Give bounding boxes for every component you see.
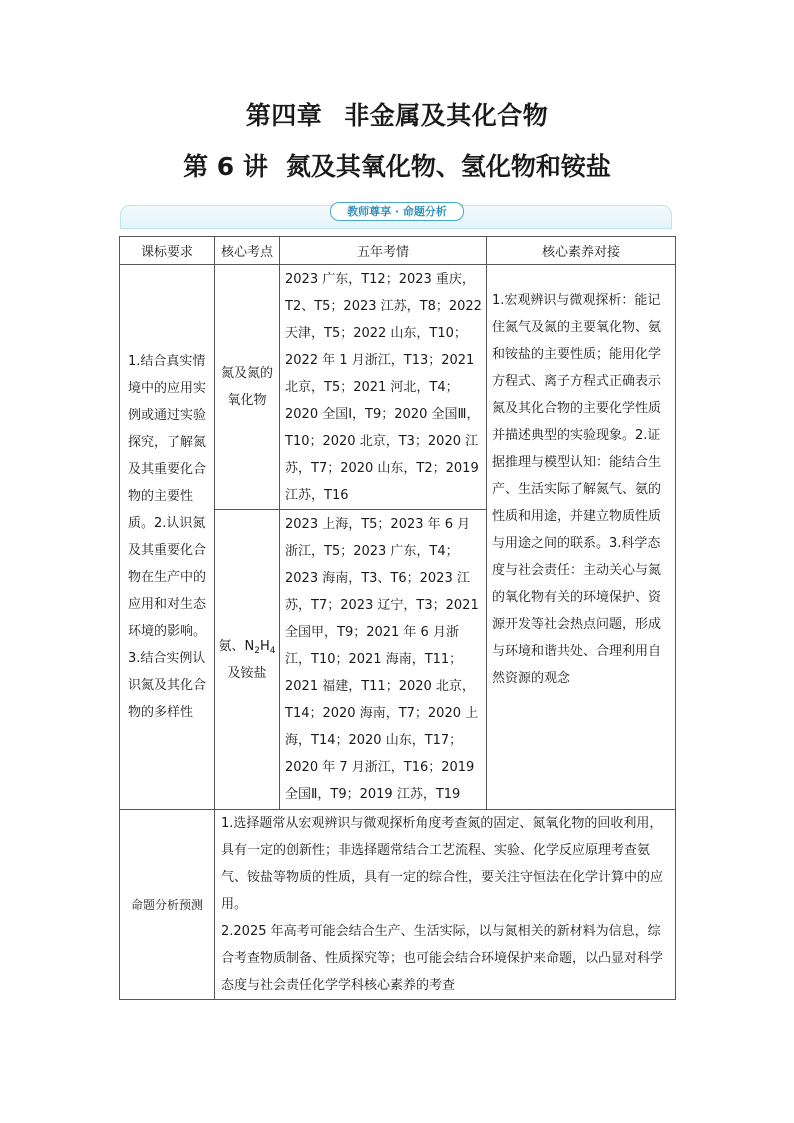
analysis-table — [119, 236, 676, 1000]
chapter-title: 第四章 — [245, 101, 323, 130]
lecture-title: 氮及其氧化物、氢化物和铵盐 — [285, 152, 611, 181]
literacy-cell — [487, 265, 676, 810]
table-row — [120, 265, 676, 510]
topic-cell-2 — [215, 510, 280, 810]
prediction-2: 2.2025 年高考可能会结合生产、生活实际，以与氮相关的新材料为信息，综合考查物质制备、性质探究等；也可能会结合环境保护来命题，以凸显对科学态度与社会责任化学学科核心素养的考查 — [221, 924, 664, 993]
prediction-cell — [215, 810, 676, 1000]
lecture-heading — [0, 147, 794, 183]
header-exams: 五年考情 — [280, 237, 487, 265]
lecture-number: 第 6 讲 — [183, 152, 268, 181]
exams-1: 2023 广东，T12；2023 重庆，T2、T5；2023 江苏，T8；2022 天津，T5；2022 山东，T10；2022 年 1 月浙江，T13；2021 北京，T5；2021 河北，T4；2020 全国Ⅰ，T9；2020 全国Ⅲ，T10；2020 北京，T3；2020 江苏，T7；2020 山东，T2；2019 江苏，T16 — [285, 271, 482, 503]
prediction-row — [120, 810, 676, 1000]
teacher-banner — [120, 205, 672, 229]
exams-cell-2 — [280, 510, 487, 810]
core-literacy: 1.宏观辨识与微观探析：能记住氮气及氮的主要氧化物、氨和铵盐的主要性质；能用化学方程式、离子方程式正确表示氮及其化合物的主要化学性质并描述典型的实验现象。2.证据推理与模型认知：能结合生产、生活实际了解氮气、氨的性质和用途，并建立物质性质与用途之间的联系。3.科学态度与社会责任：主动关心与氮的氧化物有关的环境保护、资源开发等社会热点问题，形成与环境和谐共处、合理利用自然资源的观念 — [492, 293, 662, 686]
table-header-row — [120, 237, 676, 265]
topic-1: 氮及氮的氧化物 — [220, 366, 273, 408]
prediction-1: 1.选择题常从宏观辨识与微观探析角度考查氮的固定、氮氧化物的回收利用，具有一定的创新性；非选择题常结合工艺流程、实验、化学反应原理考查氨气、铵盐等物质的性质，具有一定的综合性，要关注守恒法在化学计算中的应用。 — [221, 816, 664, 912]
chapter-heading — [0, 96, 794, 132]
curriculum-requirements: 1.结合真实情境中的应用实例或通过实验探究，了解氮及其重要化合物的主要性质。2.认识氮及其重要化合物在生产中的应用和对生态环境的影响。3.结合实例认识氮及其化合物的多样性 — [128, 354, 207, 720]
prediction-label: 命题分析预测 — [120, 810, 215, 1000]
chapter-subtitle: 非金属及其化合物 — [344, 101, 549, 130]
header-literacy: 核心素养对接 — [487, 237, 676, 265]
banner-label: 教师尊享 · 命题分析 — [330, 202, 464, 221]
exams-2: 2023 上海，T5；2023 年 6 月浙江，T5；2023 广东，T4；2023 海南，T3、T6；2023 江苏，T7；2023 辽宁，T3；2021 全国甲，T9；2021 年 6 月浙江，T10；2021 海南，T11；2021 福建，T11；2020 北京，T14；2020 海南，T7；2020 上海，T14；2020 山东，T17；2020 年 7 月浙江，T16；2019 全国Ⅱ，T9；2019 江苏，T19 — [285, 517, 479, 802]
topic-2: 氨、$N_2H_4$ 及铵盐 — [218, 638, 276, 681]
topic-cell-1 — [215, 265, 280, 510]
header-topic: 核心考点 — [215, 237, 280, 265]
header-curriculum: 课标要求 — [120, 237, 215, 265]
exams-cell-1 — [280, 265, 487, 510]
curriculum-cell — [120, 265, 215, 810]
